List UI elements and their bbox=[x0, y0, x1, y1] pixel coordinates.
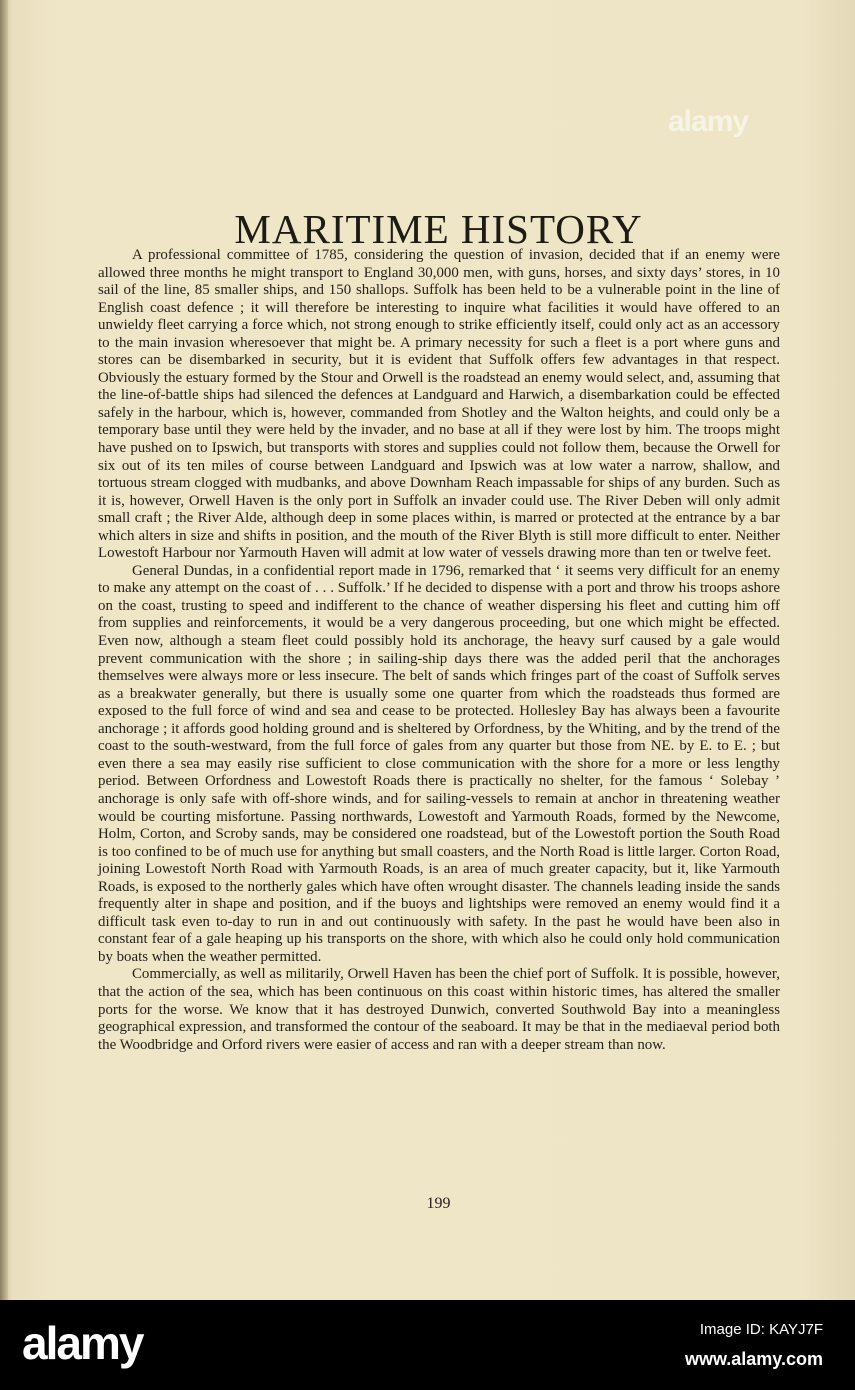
site-url: www.alamy.com bbox=[684, 1349, 823, 1369]
page-number: 199 bbox=[426, 1195, 451, 1212]
paragraph-1: A professional committee of 1785, considering the question of invasion, decided that if an enemy were allowed three months he might transport to England 30,000 men, with guns, horses, and sixty days’ stores, in 10 sail of the line, 85 smaller ships, and 150 shallops. Suffolk has been held to be a vulnerable point in the line of English coast defence ; it will therefore be interesting to inquire what facilities it would have offered to an unwieldy fleet carrying a force which, not strong enough to strike efficiently itself, could only act as an accessory to the main invasion wheresoever that might be. A primary necessity for such a fleet is a port where guns and stores can be disembarked in security, but it is evident that Suffolk offers few advantages in that respect. Obviously the estuary formed by the Stour and Orwell is the roadstead an enemy would select, and, assuming that the line-of-battle ships had silenced the defences at Landguard and Harwich, a disembarkation could be effected safely in the harbour, which is, however, commanded from Shotley and the Walton heights, and could only be a temporary base until they were held by the invader, and no base at all if they were lost by him. The troops might have pushed on to Ipswich, but transports with stores and supplies could not follow them, because the Orwell for six out of its ten miles of course between Landguard and Ipswich was at low water a narrow, shallow, and tortuous stream clogged with mudbanks, and above Downham Reach impassable for ships of any burden. Such as it is, however, Orwell Haven is the only port in Suffolk an invader could use. The River Deben will only admit small craft ; the River Alde, although deep in some places within, is marred or protected at the entrance by a bar which alters in size and shifts in position, and the mouth of the River Blyth is still more difficult to enter. Neither Lowestoft Harbour nor Yarmouth Haven will admit at low water of vessels drawing more than ten or twelve feet. bbox=[98, 247, 780, 562]
paragraph-3: Commercially, as well as militarily, Orwell Haven has been the chief port of Suffolk. It is possible, however, that the action of the sea, which has been continuous on this coast within historic times, has altered the smaller ports for the worse. We know that it has destroyed Dunwich, converted Southwold Bay into a meaningless geographical expression, and transformed the contour of the seaboard. It may be that in the mediaeval period both the Woodbridge and Orford rivers were easier of access and ran with a deeper stream than now. bbox=[98, 966, 780, 1053]
paragraph-2: General Dundas, in a confidential report made in 1796, remarked that ‘ it seems very difficult for an enemy to make any attempt on the coast of . . . Suffolk.’ If he decided to dispense with a port and throw his troops ashore on the coast, trusting to speed and indifferent to the chance of weather dispersing his fleet and cutting him off from supplies and reinforcements, it would be a very dangerous proceeding, but one which might be effected. Even now, although a steam fleet could possibly hold its anchorage, the heavy surf caused by a gale would prevent communication with the shore ; in sailing-ship days there was the added peril that the anchorages themselves were always more or less insecure. The belt of sands which fringes part of the coast of Suffolk serves as a breakwater generally, but there is usually some one quarter from which the roadsteads thus formed are exposed to the full force of wind and sea and cease to be protected. Hollesley Bay has always been a favourite anchorage ; it affords good holding ground and is sheltered by Orfordness, by the Whiting, and by the trend of the coast to the south-westward, from the full force of gales from any quarter but those from NE. by E. to E. ; but even there a sea may easily rise sufficient to close communication with the shore for a more or less lengthy period. Between Orfordness and Lowestoft Roads there is practically no shelter, for the famous ‘ Solebay ’ anchorage is only safe with off-shore winds, and for sailing-vessels to remain at anchor in threatening weather would be courting misfortune. Passing northwards, Lowestoft and Yarmouth Roads, formed by the Newcome, Holm, Corton, and Scroby sands, may be considered one roadstead, but of the Lowestoft portion the South Road is too confined to be of much use for anything but small coasters, and the North Road is little larger. Corton Road, joining Lowestoft North Road with Yarmouth Roads, is an area of much greater capacity, but it, like Yarmouth Roads, is exposed to the northerly gales which have often wrought disaster. The channels leading inside the sands frequently alter in shape and position, and if the buoys and lightships were removed an enemy would find it a difficult task even to-day to run in and out continuously with safety. In the past he would have been also in constant fear of a gale heaping up his transports on the shore, with which also he could only hold communication by boats when the weather permitted. bbox=[98, 562, 780, 965]
alamy-logo: alamy bbox=[22, 1317, 143, 1369]
image-id-label: Image ID: KAYJ7F bbox=[699, 1321, 823, 1338]
page-title: MARITIME HISTORY bbox=[234, 206, 643, 253]
book-spine-shadow bbox=[0, 0, 8, 1300]
watermark-logo: alamy bbox=[668, 105, 749, 138]
body-text bbox=[98, 247, 780, 1054]
